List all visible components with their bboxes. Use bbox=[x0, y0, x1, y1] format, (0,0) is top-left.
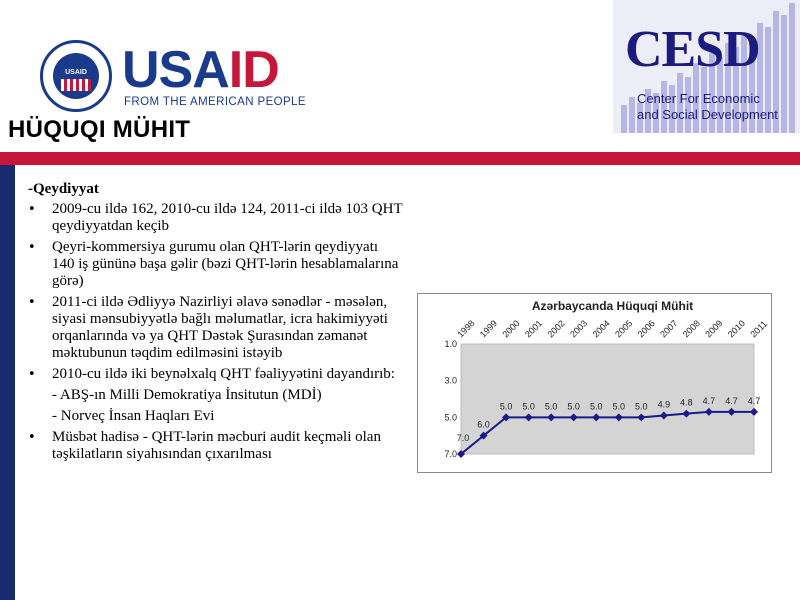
y-tick-label: 7.0 bbox=[444, 449, 457, 459]
x-tick-label: 1999 bbox=[477, 318, 500, 340]
section-heading: -Qeydiyyat bbox=[28, 181, 99, 197]
chart-svg bbox=[418, 294, 771, 472]
y-tick-label: 1.0 bbox=[444, 339, 457, 349]
data-label: 5.0 bbox=[499, 401, 513, 412]
list-item: • 2009-cu ildə 162, 2010-cu ildə 124, 2011-ci ildə 103 QHT qeydiyyatdan keçib bbox=[28, 201, 403, 235]
chart-title: Azərbaycanda Hüquqi Mühit bbox=[531, 299, 694, 313]
x-tick-label: 2009 bbox=[703, 318, 725, 340]
data-label: 6.0 bbox=[477, 419, 490, 430]
cesd-bar bbox=[789, 3, 795, 133]
sub-item: - Norveç İnsan Haqları Evi bbox=[52, 408, 215, 424]
header-red-band bbox=[0, 152, 800, 165]
page-title: HÜQUQI MÜHIT bbox=[8, 116, 191, 143]
list-item: • 2010-cu ildə iki beynəlxalq QHT fəaliyyətini dayandırıb: bbox=[28, 366, 403, 383]
data-label: 5.0 bbox=[544, 401, 558, 412]
x-tick-label: 2007 bbox=[658, 318, 680, 340]
x-tick-label: 2010 bbox=[725, 318, 748, 340]
x-tick-label: 2001 bbox=[522, 318, 545, 340]
data-label: 5.0 bbox=[612, 401, 626, 412]
cesd-bar bbox=[781, 15, 787, 133]
left-accent-bar bbox=[0, 160, 15, 600]
data-label: 5.0 bbox=[635, 401, 648, 412]
cesd-subtitle: Center For Economic and Social Development bbox=[637, 91, 778, 122]
x-tick-label: 2005 bbox=[613, 318, 635, 340]
usaid-seal-icon: USAID bbox=[40, 40, 112, 112]
data-label: 4.7 bbox=[747, 395, 761, 406]
list-item: • Qeyri-kommersiya gurumu olan QHT-lərin qeydiyyatı 140 iş gününə başa gəlir (bəzi QHT-lərin hesablamalarına görə) bbox=[28, 239, 403, 290]
data-label: 5.0 bbox=[522, 401, 535, 412]
usaid-wordmark: USAID bbox=[122, 41, 279, 99]
usaid-logo bbox=[40, 40, 310, 115]
list-item: • 2011-ci ildə Ədliyyə Nazirliyi əlavə sənədlər - məsələn, siyasi mənsubiyyətlə bağlı məlumatlar, icra hakimiyyəti orqanlarında və ya QHT Dəstək Şurasından zəmanət məktubunun təqdim edilməsini istəyib bbox=[28, 294, 403, 362]
line-chart bbox=[417, 293, 772, 473]
x-tick-label: 2000 bbox=[500, 318, 522, 340]
y-tick-label: 3.0 bbox=[444, 375, 457, 386]
y-tick-label: 5.0 bbox=[444, 412, 457, 423]
data-label: 5.0 bbox=[567, 401, 580, 412]
cesd-logo bbox=[613, 0, 800, 133]
x-tick-label: 2011 bbox=[748, 318, 770, 340]
cesd-bar bbox=[621, 105, 627, 133]
x-tick-label: 1998 bbox=[455, 318, 477, 340]
data-label: 4.7 bbox=[702, 395, 716, 406]
x-tick-label: 2008 bbox=[680, 318, 702, 340]
usaid-tagline: FROM THE AMERICAN PEOPLE bbox=[124, 96, 306, 108]
x-tick-label: 2003 bbox=[568, 318, 590, 340]
sub-item: - ABŞ-ın Milli Demokratiya İnsitutun (MDİ) bbox=[52, 387, 322, 403]
bullet-list bbox=[28, 201, 403, 383]
cesd-bar bbox=[629, 97, 635, 133]
list-item: • Müsbət hadisə - QHT-lərin məcburi audit keçməli olan təşkilatların siyahısından çıxarılması bbox=[28, 429, 403, 463]
x-tick-label: 2004 bbox=[590, 318, 612, 340]
x-tick-label: 2006 bbox=[635, 318, 657, 340]
data-label: 4.8 bbox=[680, 397, 693, 408]
x-tick-label: 2002 bbox=[545, 318, 567, 340]
data-label: 7.0 bbox=[456, 433, 470, 443]
cesd-name: CESD bbox=[625, 21, 760, 78]
data-label: 4.9 bbox=[657, 399, 671, 410]
data-label: 5.0 bbox=[589, 401, 603, 412]
content-body bbox=[28, 181, 403, 467]
data-label: 4.7 bbox=[725, 395, 738, 406]
bullet-list bbox=[28, 429, 403, 463]
